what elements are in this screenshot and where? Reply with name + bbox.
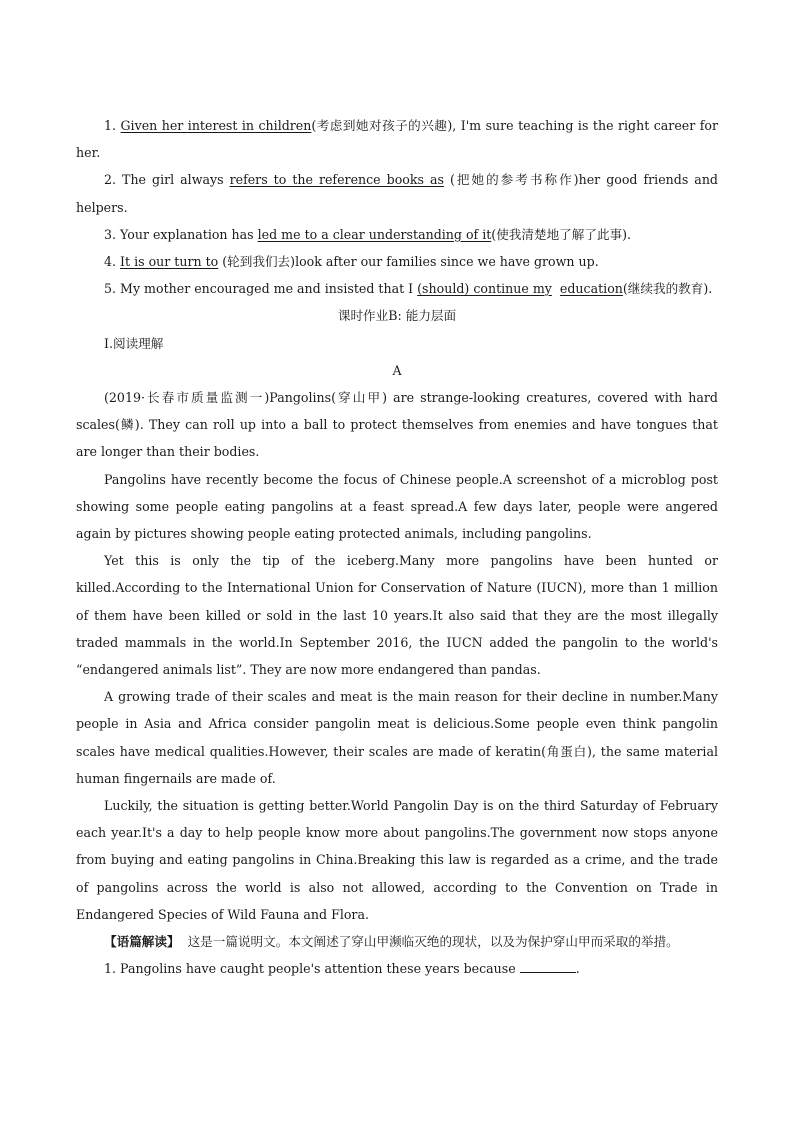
answer-text: Given her interest in children bbox=[120, 118, 312, 133]
answer-text: led me to a clear understanding of it bbox=[257, 226, 492, 242]
passage-paragraph-4: A growing trade of their scales and meat is the main reason for their decline in number.Many people in Asia and Africa consider pangolin meat is delicious.Some people even think pangolin scales have medical qualities.However, their scales are made of keratin(角蛋白), the same material human fingernails are made of. bbox=[76, 689, 718, 786]
passage-paragraph-1: (2019·长春市质量监测一)Pangolins(穿山甲) are strange-looking creatures, covered with hard scales(鳞). They can roll up into a ball to protect themselves from enemies and have tongues that are longer than their bodies. bbox=[76, 390, 718, 460]
translation-item-4: 4. It is our turn to (轮到我们去)look after our families since we have grown up. bbox=[104, 254, 599, 270]
section-title: 课时作业B: 能力层面 bbox=[337, 308, 457, 324]
passage-paragraph-5: Luckily, the situation is getting better.World Pangolin Day is on the third Saturday of February each year.It's a day to help people know more about pangolins.The government now stops anyone from buying and eating pangolins in China.Breaking this law is regarded as a crime, and the trade of pangolins across the world is also not allowed, according to the Convention on Trade in Endangered Species of Wild Fauna and Flora. bbox=[76, 798, 718, 922]
text-interpretation bbox=[76, 928, 718, 955]
interpretation-text: 这是一篇说明文。本文阐述了穿山甲濒临灭绝的现状，以及为保护穿山甲而采取的举措。 bbox=[187, 934, 679, 950]
answer-text-2: education bbox=[559, 281, 623, 297]
passage-paragraph-3: Yet this is only the tip of the iceberg.Many more pangolins have been hunted or killed.According to the International Union for Conservation of Nature (IUCN), more than 1 million of them have been killed or sold in the last 10 years.It also said that they are the most illegally traded mammals in the world.In September 2016, the IUCN added the pangolin to the world's “endangered animals list”. They are now more endangered than pandas. bbox=[76, 553, 718, 678]
chinese-hint: (使我清楚地了解了此事). bbox=[491, 226, 632, 242]
answer-text: refers to the reference books as bbox=[229, 172, 444, 188]
answer-blank[interactable] bbox=[520, 960, 576, 973]
document-page bbox=[76, 112, 718, 983]
answer-text: It is our turn to bbox=[120, 254, 219, 270]
chinese-hint: (轮到我们去) bbox=[218, 254, 296, 270]
question-1: 1. Pangolins have caught people's attention these years because . bbox=[104, 961, 580, 977]
translation-item-3: 3. Your explanation has led me to a clear understanding of it(使我清楚地了解了此事). bbox=[104, 226, 632, 242]
answer-text: (should) continue my bbox=[417, 281, 552, 297]
translation-item-1: 1. Given her interest in children(考虑到她对孩子的兴趣), I'm sure teaching is the right career for her. bbox=[76, 118, 718, 161]
translation-item-5: 5. My mother encouraged me and insisted that I (should) continue my education(继续我的教育). bbox=[104, 281, 713, 297]
interpretation-label: 【语篇解读】 bbox=[104, 934, 180, 950]
chinese-hint: (把她的参考书称作) bbox=[443, 172, 579, 188]
part-title: Ⅰ.阅读理解 bbox=[104, 335, 164, 351]
chinese-hint: (考虑到她对孩子的兴趣) bbox=[311, 118, 453, 133]
passage-paragraph-2: Pangolins have recently become the focus of Chinese people.A screenshot of a microblog post showing some people eating pangolins at a feast spread.A few days later, people were angered again by pictures showing people eating protected animals, including pangolins. bbox=[76, 471, 718, 542]
passage-label: A bbox=[392, 362, 402, 378]
translation-item-2: 2. The girl always refers to the reference books as (把她的参考书称作)her good friends and helpers. bbox=[76, 172, 718, 215]
